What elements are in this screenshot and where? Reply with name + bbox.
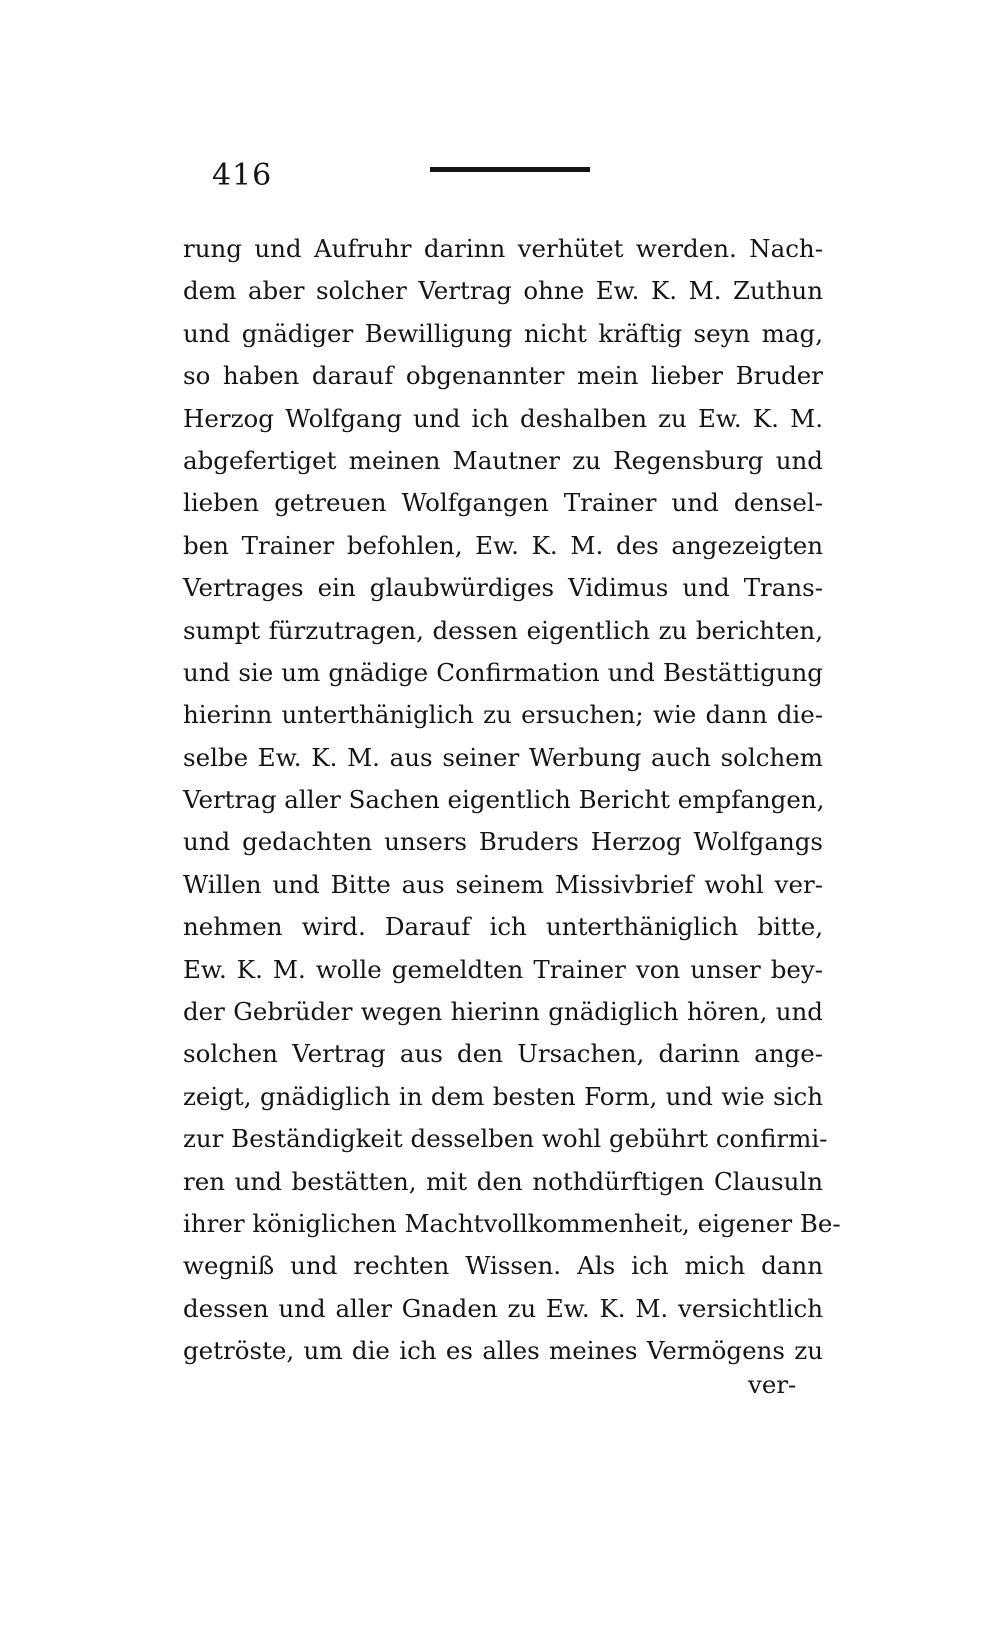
body-text — [183, 228, 841, 1373]
text-line: zur Beständigkeit desselben wohl gebührt confirmi- — [183, 1124, 828, 1154]
text-line: Vertrages ein glaubwürdiges Vidimus und Trans- — [183, 573, 823, 603]
text-line: lieben getreuen Wolfgangen Trainer und densel- — [183, 488, 823, 518]
text-line: ben Trainer befohlen, Ew. K. M. des angezeigten — [183, 530, 823, 560]
text-line: dem aber solcher Vertrag ohne Ew. K. M. Zuthun — [183, 276, 823, 306]
text-line: rung und Aufruhr darinn verhütet werden. Nach- — [183, 234, 823, 263]
text-line: und gedachten unsers Bruders Herzog Wolfgangs — [183, 827, 823, 857]
text-line: und sie um gnädige Confirmation und Bestättigung — [183, 657, 823, 687]
text-line: der Gebrüder wegen hierinn gnädiglich hören, und — [183, 997, 823, 1027]
catchword: ver- — [748, 1370, 797, 1399]
text-line: getröste, um die ich es alles meines Vermögens zu — [183, 1336, 823, 1366]
text-line: ihrer königlichen Machtvollkommenheit, eigener Be- — [183, 1208, 841, 1238]
text-line: ren und bestätten, mit den nothdürftigen Clausuln — [183, 1166, 823, 1196]
text-line: wegniß und rechten Wissen. Als ich mich dann — [183, 1251, 823, 1281]
text-line: abgefertiget meinen Mautner zu Regensburg und — [183, 445, 823, 475]
text-line: Willen und Bitte aus seinem Missivbrief wohl ver- — [183, 869, 823, 899]
text-line: Ew. K. M. wolle gemeldten Trainer von unser bey- — [183, 954, 823, 984]
text-line: Vertrag aller Sachen eigentlich Bericht empfangen, — [183, 785, 825, 815]
text-line: zeigt, gnädiglich in dem besten Form, und wie sich — [183, 1081, 823, 1111]
page-number: 416 — [212, 158, 273, 193]
text-line: solchen Vertrag aus den Ursachen, darinn ange- — [183, 1039, 823, 1069]
header-rule — [430, 167, 590, 172]
text-line: selbe Ew. K. M. aus seiner Werbung auch solchem — [183, 742, 823, 772]
text-line: sumpt fürzutragen, dessen eigentlich zu berichten, — [183, 615, 823, 645]
text-line: nehmen wird. Darauf ich unterthäniglich bitte, — [183, 912, 823, 942]
text-line: und gnädiger Bewilligung nicht kräftig seyn mag, — [183, 318, 823, 348]
text-line: so haben darauf obgenannter mein lieber Bruder — [183, 361, 823, 391]
text-line: dessen und aller Gnaden zu Ew. K. M. versichtlich — [183, 1293, 823, 1323]
text-line: hierinn unterthäniglich zu ersuchen; wie dann die- — [183, 700, 823, 730]
text-line: Herzog Wolfgang und ich deshalben zu Ew. K. M. — [183, 403, 823, 433]
